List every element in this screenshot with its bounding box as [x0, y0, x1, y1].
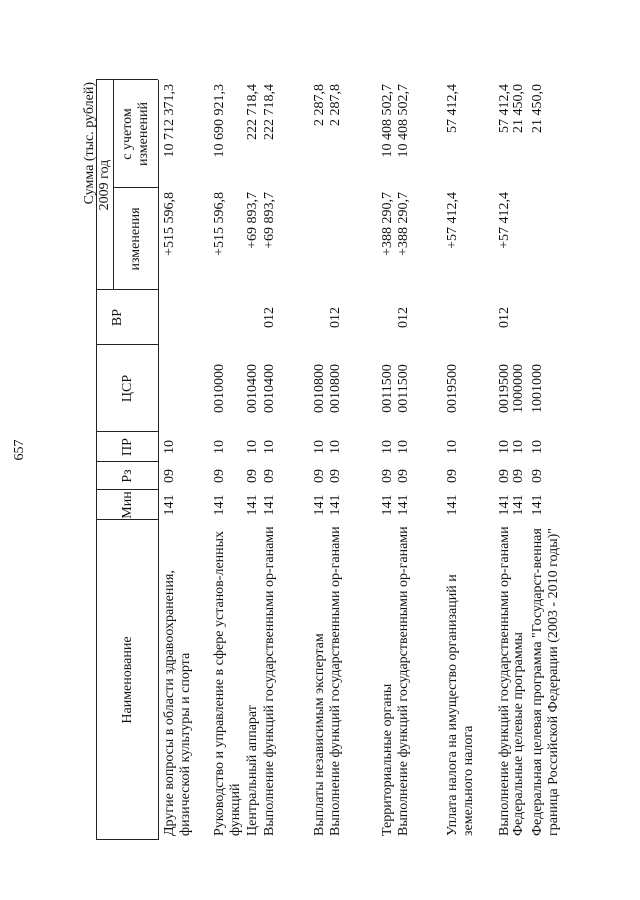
cell-changes: +515 596,8 — [212, 192, 227, 256]
cell-total: 222 718,4 — [262, 84, 277, 140]
cell-rz: 09 — [245, 469, 260, 483]
cell-total: 57 412,4 — [497, 84, 512, 133]
cell-rz: 09 — [212, 469, 227, 483]
cell-min: 141 — [312, 494, 327, 516]
cell-csr: 0010000 — [212, 364, 227, 413]
cell-rz: 09 — [312, 469, 327, 483]
cell-name: Руководство и управление в сфере установ-ленных функций — [212, 530, 243, 836]
cell-rz: 09 — [328, 469, 343, 483]
year-header-line — [113, 80, 114, 290]
cell-pr: 10 — [511, 440, 526, 454]
cell-pr: 10 — [312, 440, 327, 454]
page-number: 657 — [12, 439, 27, 461]
cell-changes: +388 290,7 — [396, 192, 411, 256]
cell-rz: 09 — [445, 469, 460, 483]
cell-pr: 10 — [262, 440, 277, 454]
cell-csr: 0010800 — [328, 364, 343, 413]
cell-total: 10 690 921,3 — [212, 84, 227, 158]
cell-rz: 09 — [396, 469, 411, 483]
header-min: Мин — [120, 491, 135, 519]
cell-total: 222 718,4 — [245, 84, 260, 140]
cell-csr: 0011500 — [380, 364, 395, 413]
cell-min: 141 — [212, 494, 227, 516]
cell-rz: 09 — [497, 469, 512, 483]
cell-rz: 09 — [511, 469, 526, 483]
cell-vr: 012 — [262, 307, 277, 328]
cell-changes: +57 412,4 — [445, 192, 460, 249]
cell-pr: 10 — [497, 440, 512, 454]
cell-csr: 0019500 — [497, 364, 512, 413]
header-changes: изменения — [128, 207, 143, 271]
cell-total: 57 412,4 — [445, 84, 460, 133]
cell-min: 141 — [262, 494, 277, 516]
header-rz: Рз — [120, 469, 135, 483]
cell-rz: 09 — [530, 469, 545, 483]
cell-rz: 09 — [262, 469, 277, 483]
cell-pr: 10 — [212, 440, 227, 454]
cell-rz: 09 — [162, 469, 177, 483]
cell-total: 2 287,8 — [312, 84, 327, 126]
cell-csr: 1000000 — [511, 364, 526, 413]
header-vr: ВР — [110, 308, 125, 327]
cell-name: Федеральные целевые программы — [511, 632, 526, 836]
cell-pr: 10 — [328, 440, 343, 454]
cell-min: 141 — [511, 494, 526, 516]
cell-vr: 012 — [396, 307, 411, 328]
cell-min: 141 — [396, 494, 411, 516]
cell-csr: 1001000 — [530, 364, 545, 413]
cell-csr: 0019500 — [445, 364, 460, 413]
cell-changes: +515 596,8 — [162, 192, 177, 256]
cell-name: Выполнение функций государственными ор-ганами — [497, 526, 512, 836]
cell-min: 141 — [328, 494, 343, 516]
header-csr: ЦСР — [120, 374, 135, 403]
cell-pr: 10 — [445, 440, 460, 454]
cell-min: 141 — [245, 494, 260, 516]
cell-total: 21 450,0 — [511, 84, 526, 133]
cell-name: Центральный аппарат — [245, 705, 260, 836]
cell-changes: +69 893,7 — [262, 192, 277, 249]
cell-pr: 10 — [530, 440, 545, 454]
cell-csr: 0010400 — [262, 364, 277, 413]
cell-min: 141 — [530, 494, 545, 516]
cell-total: 10 408 502,7 — [380, 84, 395, 158]
header-year: 2009 год — [97, 159, 112, 211]
header-bottom-border — [158, 80, 159, 840]
cell-min: 141 — [162, 494, 177, 516]
cell-changes: +388 290,7 — [380, 192, 395, 256]
cell-vr: 012 — [497, 307, 512, 328]
cell-pr: 10 — [245, 440, 260, 454]
cell-name: Уплата налога на имущество организаций и земельного налога — [445, 574, 476, 836]
cell-pr: 10 — [396, 440, 411, 454]
cell-name: Федеральная целевая программа "Государст-венная граница Российской Федерации (2003 - 2010 годы)" — [530, 528, 561, 836]
cell-name: Выполнение функций государственными ор-ганами — [396, 526, 411, 836]
cell-name: Выполнение функций государственными ор-ганами — [262, 526, 277, 836]
cell-name: Выплаты независимым экспертам — [312, 633, 327, 836]
cell-csr: 0011500 — [396, 364, 411, 413]
cell-changes: +57 412,4 — [497, 192, 512, 249]
cell-min: 141 — [445, 494, 460, 516]
cell-csr: 0010800 — [312, 364, 327, 413]
cell-rz: 09 — [380, 469, 395, 483]
cell-name: Территориальные органы — [380, 683, 395, 836]
cell-total: 10 712 371,3 — [162, 84, 177, 158]
cell-total: 21 450,0 — [530, 84, 545, 133]
cell-total: 10 408 502,7 — [396, 84, 411, 158]
cell-total: 2 287,8 — [328, 84, 343, 126]
units-label: Сумма (тыс. рублей) — [82, 82, 97, 205]
cell-pr: 10 — [380, 440, 395, 454]
header-pr: ПР — [120, 438, 135, 456]
cell-min: 141 — [497, 494, 512, 516]
cell-changes: +69 893,7 — [245, 192, 260, 249]
cell-csr: 0010400 — [245, 364, 260, 413]
cell-pr: 10 — [162, 440, 177, 454]
cell-name: Другие вопросы в области здравоохранения, физической культуры и спорта — [162, 570, 193, 836]
cell-name: Выполнение функций государственными ор-ганами — [328, 526, 343, 836]
header-name: Наименование — [120, 636, 135, 724]
cell-min: 141 — [380, 494, 395, 516]
cell-vr: 012 — [328, 307, 343, 328]
header-with-changes: с учетом изменений — [120, 101, 151, 167]
